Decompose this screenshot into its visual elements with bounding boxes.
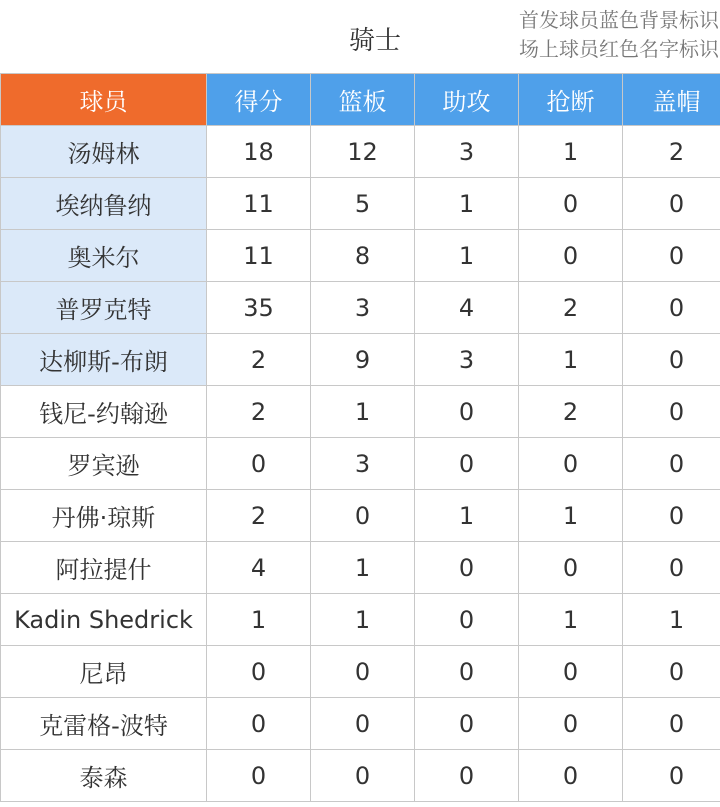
stat-steals: 0 xyxy=(519,230,623,282)
stat-points: 2 xyxy=(207,334,311,386)
stat-blocks: 0 xyxy=(623,542,720,594)
stat-assists: 0 xyxy=(415,646,519,698)
stat-rebounds: 9 xyxy=(311,334,415,386)
stat-steals: 0 xyxy=(519,438,623,490)
stat-assists: 0 xyxy=(415,750,519,802)
stat-assists: 1 xyxy=(415,230,519,282)
stat-blocks: 1 xyxy=(623,594,720,646)
column-header-rebounds: 篮板 xyxy=(311,74,415,126)
stat-steals: 0 xyxy=(519,750,623,802)
stat-steals: 2 xyxy=(519,282,623,334)
stat-steals: 1 xyxy=(519,126,623,178)
column-header-player: 球员 xyxy=(1,74,207,126)
player-name: 泰森 xyxy=(1,750,207,802)
stat-rebounds: 5 xyxy=(311,178,415,230)
table-body xyxy=(1,126,720,802)
table-row xyxy=(1,594,720,646)
stat-rebounds: 12 xyxy=(311,126,415,178)
stat-blocks: 0 xyxy=(623,386,720,438)
table-row xyxy=(1,438,720,490)
stat-points: 2 xyxy=(207,490,311,542)
stat-assists: 1 xyxy=(415,490,519,542)
player-name: 克雷格-波特 xyxy=(1,698,207,750)
stat-points: 0 xyxy=(207,438,311,490)
player-name: 普罗克特 xyxy=(1,282,207,334)
table-row xyxy=(1,750,720,802)
stat-points: 1 xyxy=(207,594,311,646)
stat-assists: 0 xyxy=(415,386,519,438)
stat-blocks: 0 xyxy=(623,334,720,386)
table-row xyxy=(1,334,720,386)
stat-steals: 0 xyxy=(519,698,623,750)
table-row xyxy=(1,386,720,438)
stat-points: 0 xyxy=(207,698,311,750)
stat-points: 35 xyxy=(207,282,311,334)
stat-assists: 3 xyxy=(415,126,519,178)
stat-steals: 0 xyxy=(519,542,623,594)
stat-steals: 2 xyxy=(519,386,623,438)
team-header xyxy=(0,0,720,73)
stat-points: 11 xyxy=(207,178,311,230)
stat-rebounds: 0 xyxy=(311,490,415,542)
legend xyxy=(519,6,720,64)
stat-points: 2 xyxy=(207,386,311,438)
stat-rebounds: 1 xyxy=(311,594,415,646)
table-row xyxy=(1,490,720,542)
stat-blocks: 0 xyxy=(623,698,720,750)
column-header-assists: 助攻 xyxy=(415,74,519,126)
player-name: 罗宾逊 xyxy=(1,438,207,490)
stat-assists: 0 xyxy=(415,698,519,750)
stat-rebounds: 3 xyxy=(311,438,415,490)
stat-assists: 4 xyxy=(415,282,519,334)
table-row xyxy=(1,282,720,334)
player-name: 阿拉提什 xyxy=(1,542,207,594)
player-name: 达柳斯-布朗 xyxy=(1,334,207,386)
table-row xyxy=(1,126,720,178)
stat-rebounds: 1 xyxy=(311,386,415,438)
player-name: 汤姆林 xyxy=(1,126,207,178)
stat-steals: 0 xyxy=(519,646,623,698)
legend-starter-note: 首发球员蓝色背景标识 xyxy=(519,8,719,32)
stat-steals: 1 xyxy=(519,490,623,542)
column-header-blocks: 盖帽 xyxy=(623,74,720,126)
stat-blocks: 0 xyxy=(623,282,720,334)
player-name: 钱尼-约翰逊 xyxy=(1,386,207,438)
player-name: 尼昂 xyxy=(1,646,207,698)
player-name: Kadin Shedrick xyxy=(1,594,207,646)
team-name: 骑士 xyxy=(348,26,401,56)
table-row xyxy=(1,230,720,282)
stat-assists: 0 xyxy=(415,594,519,646)
stat-rebounds: 0 xyxy=(311,646,415,698)
stat-points: 11 xyxy=(207,230,311,282)
stat-blocks: 2 xyxy=(623,126,720,178)
table-row xyxy=(1,542,720,594)
stat-steals: 0 xyxy=(519,178,623,230)
stat-rebounds: 0 xyxy=(311,750,415,802)
player-name: 丹佛·琼斯 xyxy=(1,490,207,542)
stat-assists: 0 xyxy=(415,542,519,594)
stat-rebounds: 1 xyxy=(311,542,415,594)
stat-points: 4 xyxy=(207,542,311,594)
stat-blocks: 0 xyxy=(623,490,720,542)
stat-blocks: 0 xyxy=(623,178,720,230)
table-row xyxy=(1,698,720,750)
stat-rebounds: 8 xyxy=(311,230,415,282)
table-row xyxy=(1,646,720,698)
column-header-points: 得分 xyxy=(207,74,311,126)
stat-rebounds: 3 xyxy=(311,282,415,334)
stat-points: 0 xyxy=(207,646,311,698)
box-score-table xyxy=(0,73,720,802)
stat-points: 18 xyxy=(207,126,311,178)
table-header-row xyxy=(1,74,720,126)
stat-assists: 3 xyxy=(415,334,519,386)
legend-on-court-note: 场上球员红色名字标识 xyxy=(519,37,719,61)
stat-steals: 1 xyxy=(519,594,623,646)
stat-points: 0 xyxy=(207,750,311,802)
player-name: 埃纳鲁纳 xyxy=(1,178,207,230)
stat-blocks: 0 xyxy=(623,750,720,802)
column-header-steals: 抢断 xyxy=(519,74,623,126)
player-name: 奥米尔 xyxy=(1,230,207,282)
stat-blocks: 0 xyxy=(623,646,720,698)
stat-assists: 1 xyxy=(415,178,519,230)
stat-blocks: 0 xyxy=(623,438,720,490)
stat-blocks: 0 xyxy=(623,230,720,282)
stat-rebounds: 0 xyxy=(311,698,415,750)
stat-assists: 0 xyxy=(415,438,519,490)
stat-steals: 1 xyxy=(519,334,623,386)
table-row xyxy=(1,178,720,230)
